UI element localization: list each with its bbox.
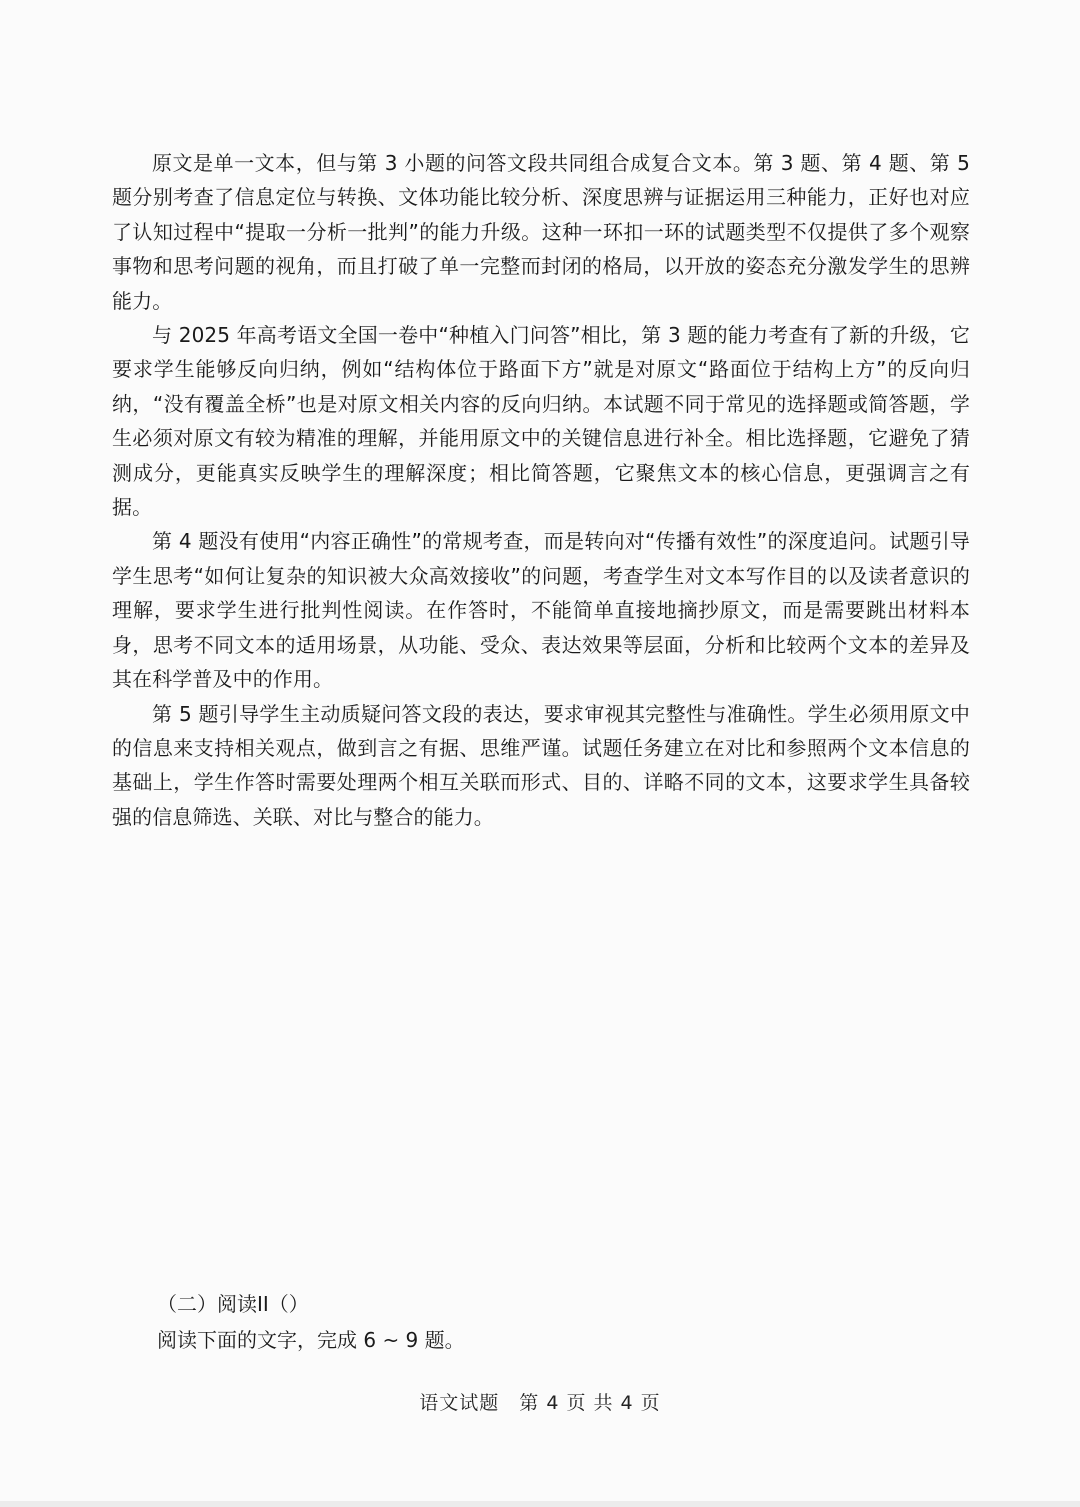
reading-instruction: 阅读下面的文字，完成 6 ~ 9 题。 bbox=[157, 1328, 465, 1352]
section-heading: （二）阅读II（） bbox=[157, 1292, 309, 1316]
paragraph-1: 原文是单一文本，但与第 3 小题的问答文段共同组合成复合文本。第 3 题、第 4 题、第 5 题分别考查了信息定位与转换、文体功能比较分析、深度思辨与证据运用三种能力，正好也对应了认知过程中“提取一分析一批判”的能力升级。这种一环扣一环的试题类型不仅提供了多个观察事物和思考问题的视角，而且打破了单一完整而封闭的格局，以开放的姿态充分激发学生的思辨能力。 bbox=[112, 151, 970, 313]
page-bottom-edge bbox=[0, 1501, 1080, 1507]
paragraph-3: 第 4 题没有使用“内容正确性”的常规考查，而是转向对“传播有效性”的深度追问。试题引导学生思考“如何让复杂的知识被大众高效接收”的问题，考查学生对文本写作目的以及读者意识的理解，要求学生进行批判性阅读。在作答时，不能简单直接地摘抄原文，而是需要跳出材料本身，思考不同文本的适用场景，从功能、受众、表达效果等层面，分析和比较两个文本的差异及其在科学普及中的作用。 bbox=[112, 529, 970, 692]
page-footer: 语文试题 第 4 页 共 4 页 bbox=[419, 1392, 661, 1414]
body-text bbox=[112, 146, 970, 834]
paragraph-2: 与 2025 年高考语文全国一卷中“种植入门问答”相比，第 3 题的能力考查有了新的升级，它要求学生能够反向归纳，例如“结构体位于路面下方”就是对原文“路面位于结构上方”的反向归纳，“没有覆盖全桥”也是对原文相关内容的反向归纳。本试题不同于常见的选择题或简答题，学生必须对原文有较为精准的理解，并能用原文中的关键信息进行补全。相比选择题，它避免了猜测成分，更能真实反映学生的理解深度；相比简答题，它聚焦文本的核心信息，更强调言之有据。 bbox=[112, 323, 970, 520]
paragraph-4: 第 5 题引导学生主动质疑问答文段的表达，要求审视其完整性与准确性。学生必须用原文中的信息来支持相关观点，做到言之有据、思维严谨。试题任务建立在对比和参照两个文本信息的基础上，学生作答时需要处理两个相互关联而形式、目的、详略不同的文本，这要求学生具备较强的信息筛选、关联、对比与整合的能力。 bbox=[112, 701, 970, 829]
